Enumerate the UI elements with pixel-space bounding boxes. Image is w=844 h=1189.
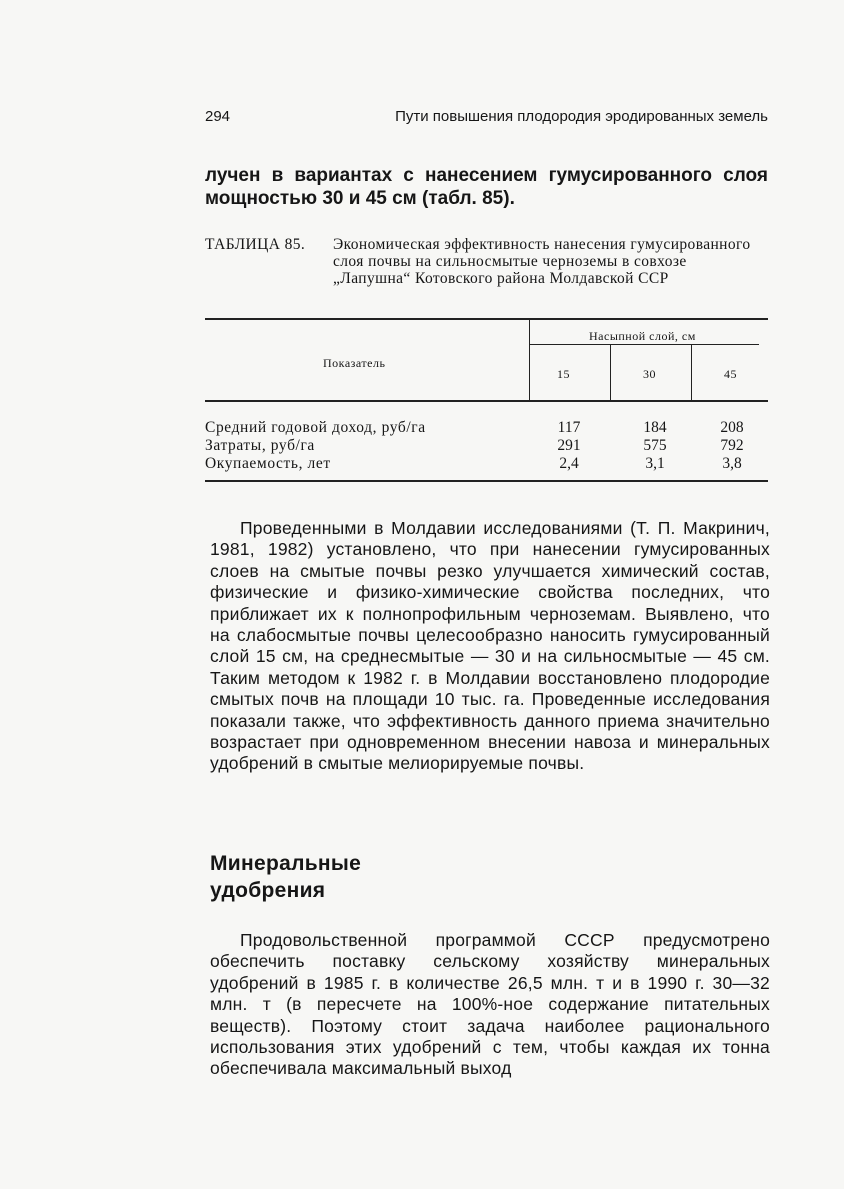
table-cell: 3,1: [645, 455, 665, 472]
column-header: 30: [643, 367, 656, 381]
section-heading: [210, 850, 361, 904]
table-cell: 291: [557, 437, 581, 454]
running-header: [205, 108, 768, 130]
lead-text: лучен в вариантах с нанесением гумусированного слоя мощностью 30 и 45 см (табл. 85).: [205, 165, 768, 209]
table-cell: 575: [643, 437, 667, 454]
section-heading-line: Минеральные: [210, 852, 362, 875]
table-bottom-rule: [205, 480, 768, 482]
data-table: [205, 318, 768, 488]
table-row-label: Средний годовой доход, руб/га: [205, 419, 426, 436]
table-cell: 2,4: [559, 455, 579, 472]
header-indicator: Показатель: [323, 356, 386, 370]
body-paragraph: [210, 518, 770, 775]
body-paragraph: [210, 930, 770, 1080]
section-heading-line: удобрения: [210, 879, 326, 902]
table-row-label: Окупаемость, лет: [205, 455, 331, 472]
table-group-rule: [529, 344, 759, 345]
table-header-rule: [205, 400, 768, 402]
table-header-divider: [529, 320, 530, 400]
column-header: 45: [724, 367, 737, 381]
table-cell: 184: [643, 419, 667, 436]
paragraph-text: Продовольственной программой СССР предусмотрено обеспечить поставку сельскому хозяйству минеральных удобрений в 1985 г. в количестве 26,5 млн. т и в 1990 г. 30—32 млн. т (в пересчете на 100%-ное содержание питательных веществ). Поэтому стоит задача наиболее рационального использования этих удобрений с тем, чтобы каждая их тонна обеспечивала максимальный выход: [210, 930, 770, 1079]
paragraph-text: Проведенными в Молдавии исследованиями (Т. П. Макринич, 1981, 1982) установлено, что при нанесении гумусированных слоев на смытые почвы резко улучшается химический состав, физические и физико-химические свойства последних, что приближает их к полнопрофильным черноземам. Выявлено, что на слабосмытые почвы целесообразно наносить гумусированный слой 15 см, на среднесмытые — 30 и на сильносмытые — 45 см. Таким методом к 1982 г. в Молдавии восстановлено плодородие смытых почв на площади 10 тыс. га. Проведенные исследования показали также, что эффективность данного приема значительно возрастает при одновременном внесении навоза и минеральных удобрений в смытые мелиорируемые почвы.: [210, 518, 770, 774]
table-col-divider-1: [610, 344, 611, 400]
table-cell: 3,8: [722, 455, 742, 472]
table-col-divider-2: [691, 344, 692, 400]
column-header: 15: [557, 367, 570, 381]
running-title: Пути повышения плодородия эродированных земель: [395, 108, 768, 125]
table-cell: 792: [720, 437, 744, 454]
table-cell: 117: [557, 419, 581, 436]
page-number: 294: [205, 108, 231, 125]
table-label: ТАБЛИЦА 85.: [205, 236, 306, 253]
table-caption-text: Экономическая эффективность нанесения гумусированного слоя почвы на сильносмытые черноземы в совхозе „Лапушна“ Котовского района Молдавской ССР: [333, 236, 751, 287]
table-row-label: Затраты, руб/га: [205, 437, 315, 454]
table-top-rule: [205, 318, 768, 320]
table-cell: 208: [720, 419, 744, 436]
header-group: Насыпной слой, см: [589, 329, 696, 343]
